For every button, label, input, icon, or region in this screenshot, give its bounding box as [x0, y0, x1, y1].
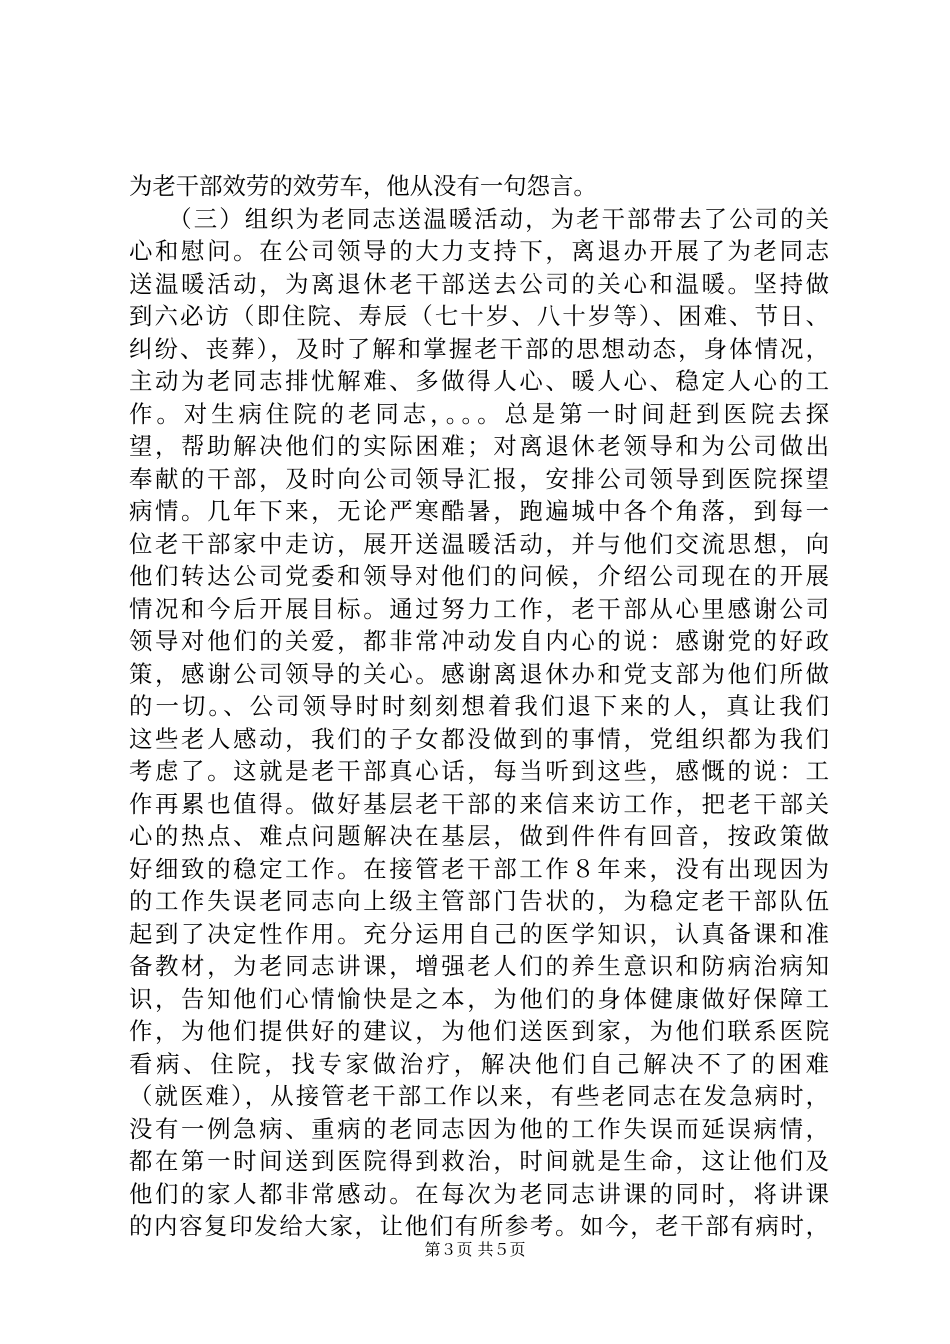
- text-line: 起到了决定性作用。充分运用自己的医学知识，认真备课和准: [129, 919, 829, 948]
- text-line: 领导对他们的关爱，都非常冲动发自内心的说：感谢党的好政: [129, 627, 829, 655]
- text-line: 作，为他们提供好的建议，为他们送医到家，为他们联系医院: [129, 1017, 829, 1045]
- text-line: 看病、住院，找专家做治疗，解决他们自己解决不了的困难: [129, 1049, 829, 1078]
- text-line: 备教材，为老同志讲课，增强老人们的养生意识和防病治病知: [129, 952, 829, 980]
- text-line: 为老干部效劳的效劳车，他从没有一句怨言。: [129, 172, 597, 200]
- text-line: 没有一例急病、重病的老同志因为他的工作失误而延误病情，: [129, 1114, 829, 1143]
- text-line: 到六必访（即住院、寿辰（七十岁、八十岁等）、困难、节日、: [129, 302, 829, 330]
- page-footer: 第３页 共５页: [424, 1240, 526, 1259]
- text-line: 识，告知他们心情愉快是之本，为他们的身体健康做好保障工: [129, 984, 829, 1013]
- text-line: 他们的家人都非常感动。在每次为老同志讲课的同时，将讲课: [129, 1179, 829, 1208]
- text-line: 位老干部家中走访，展开送温暖活动，并与他们交流思想，向: [129, 529, 829, 558]
- text-line: 这些老人感动，我们的子女都没做到的事情，党组织都为我们: [129, 724, 829, 753]
- text-line: 作。对生病住院的老同志，。。。总是第一时间赶到医院去探: [129, 399, 829, 428]
- text-line: 情况和今后开展目标。通过努力工作，老干部从心里感谢公司: [129, 594, 829, 623]
- text-line: 都在第一时间送到医院得到救治，时间就是生命，这让他们及: [129, 1147, 829, 1175]
- text-line: 病情。几年下来，无论严寒酷暑，跑遍城中各个角落，到每一: [129, 497, 829, 525]
- text-line: 好细致的稳定工作。在接管老干部工作８年来，没有出现因为: [129, 854, 829, 883]
- text-line: （三）组织为老同志送温暖活动，为老干部带去了公司的关: [129, 204, 829, 233]
- text-line: 奉献的干部，及时向公司领导汇报，安排公司领导到医院探望: [129, 464, 829, 493]
- text-line: （就医难），从接管老干部工作以来，有些老同志在发急病时，: [129, 1082, 829, 1110]
- text-line: 的一切。、公司领导时时刻刻想着我们退下来的人，真让我们: [129, 692, 829, 720]
- text-line: 送温暖活动，为离退休老干部送去公司的关心和温暖。坚持做: [129, 269, 829, 298]
- text-line: 他们转达公司党委和领导对他们的问候，介绍公司现在的开展: [129, 562, 829, 590]
- text-line: 作再累也值得。做好基层老干部的来信来访工作，把老干部关: [129, 789, 829, 818]
- body-text: [129, 170, 829, 1243]
- text-line: 心和慰问。在公司领导的大力支持下，离退办开展了为老同志: [129, 237, 829, 265]
- text-line: 纠纷、丧葬），及时了解和掌握老干部的思想动态，身体情况，: [129, 334, 829, 363]
- text-line: 的内容复印发给大家，让他们有所参考。如今，老干部有病时，: [129, 1212, 829, 1240]
- text-line: 主动为老同志排忧解难、多做得人心、暖人心、稳定人心的工: [129, 367, 829, 395]
- text-line: 的工作失误老同志向上级主管部门告状的，为稳定老干部队伍: [129, 887, 829, 915]
- text-line: 心的热点、难点问题解决在基层，做到件件有回音，按政策做: [129, 822, 829, 850]
- text-line: 策，感谢公司领导的关心。感谢离退休办和党支部为他们所做: [129, 659, 829, 688]
- text-line: 望，帮助解决他们的实际困难；对离退休老领导和为公司做出: [129, 432, 829, 460]
- text-line: 考虑了。这就是老干部真心话，每当听到这些，感慨的说：工: [129, 757, 829, 785]
